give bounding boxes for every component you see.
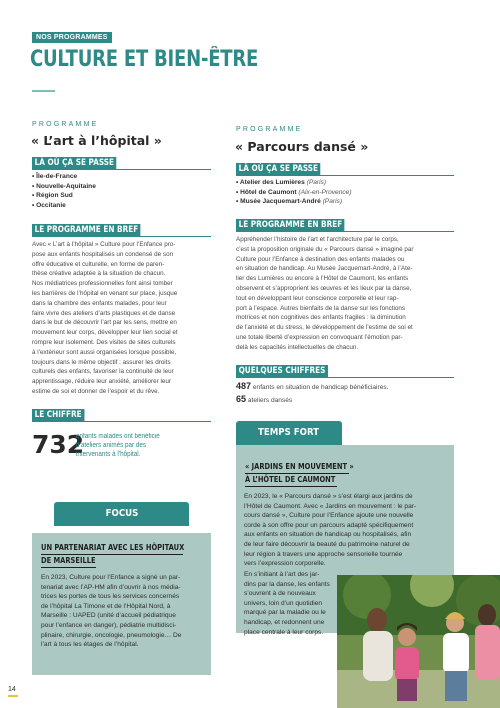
place-item: • Musée Jacquemart-André (Paris) bbox=[236, 198, 343, 206]
focus-heading-rule bbox=[41, 567, 96, 568]
right-brief-rule bbox=[236, 231, 454, 232]
page-title: CULTURE ET BIEN-ÊTRE bbox=[30, 47, 259, 72]
focus-label: FOCUS bbox=[54, 502, 189, 526]
focus-heading-rule bbox=[41, 554, 183, 555]
right-brief-tag: LE PROGRAMME EN BREF bbox=[236, 219, 345, 232]
temps-fort-heading: « JARDINS EN MOUVEMENT » À L’HÔTEL DE CAUMONT bbox=[245, 461, 354, 484]
right-figure-2: 65 ateliers dansés bbox=[236, 394, 293, 404]
page-number-mark bbox=[8, 695, 18, 697]
right-where-tag: LÀ OÙ ÇA SE PASSE bbox=[236, 163, 321, 176]
focus-heading: UN PARTENARIAT AVEC LES HÔPITAUX DE MARSEILLE bbox=[41, 542, 185, 565]
left-figure-tag: LE CHIFFRE bbox=[32, 409, 84, 422]
place-item: • Région Sud bbox=[32, 192, 73, 200]
temps-fort-label: TEMPS FORT bbox=[236, 421, 342, 445]
place-item: • Hôtel de Caumont (Aix-en-Provence) bbox=[236, 188, 352, 196]
left-where-rule bbox=[32, 169, 211, 170]
temps-fort-heading-rule bbox=[245, 486, 337, 487]
right-figures-rule bbox=[236, 377, 454, 378]
left-places-list bbox=[32, 172, 96, 210]
place-item: • Nouvelle-Aquitaine bbox=[32, 182, 96, 190]
temps-fort-heading-rule bbox=[245, 473, 349, 474]
place-item: • Occitanie bbox=[32, 201, 66, 209]
right-program-title: « Parcours dansé » bbox=[235, 139, 369, 154]
right-program-label: PROGRAMME bbox=[236, 126, 303, 133]
section-kicker: NOS PROGRAMMES bbox=[32, 32, 112, 43]
garden-dance-photo bbox=[337, 575, 500, 708]
left-brief-text: Avec « L’art à l’hôpital » Culture pour l’Enfance pro- pose aux enfants hospitalisés un condensé de son offre éducative et culturelle, en forme de paren- thèse créative adaptée à la situation de chacun. Nos médiatrices professionnelles font ainsi tomber les barrières de l’hôpital en venant sur place, jusque dans la chambre des enfants malades, pour leur faire vivre des ateliers d’arts plastiques et de danse dans le but de découvrir l’art par les sens, mettre en mouvement leur corps, développer leur lien social et rompre leur isolement. Des visites de sites culturels à l’extérieur sont aussi organisées lorsque possible, toujours dans le même objectif : assurer les droits culturels des enfants, favoriser la continuité de leur apprentissage, réduire leur anxiété, améliorer leur estime de soi et donner de l’espoir et du rêve. bbox=[32, 241, 178, 395]
focus-body: En 2023, Culture pour l’Enfance a signé un par- tenariat avec l’AP-HM afin d’ouvrir à nos média- trices les portes de tous les services concernés de l’hôpital La Timone et de l’Hôpital Nord, à Marseille : UAPED (unité d’accueil pédiatrique pour l’enfance en danger), pédiatrie multidisci- plinaire, chirurgie, oncologie, pneumologie… De l’art à tous les étages de l’hôpital. bbox=[41, 574, 182, 649]
left-program-title: « L’art à l’hôpital » bbox=[31, 133, 162, 148]
left-where-tag: LÀ OÙ ÇA SE PASSE bbox=[32, 157, 117, 170]
right-figures-tag: QUELQUES CHIFFRES bbox=[236, 365, 328, 378]
temps-fort-body-narrow: En s’initiant à l’art des jar- dins par la danse, les enfants s’ouvrent à de nouveaux univers, loin d’un quotidien marqué par la maladie ou le handicap, et redonnent une place centrale à leur corps. bbox=[244, 571, 330, 636]
page-number: 14 bbox=[8, 686, 16, 693]
left-brief-rule bbox=[32, 236, 211, 237]
left-figure-caption: enfants malades ont bénéficié d’ateliers animés par des intervenants à l’hôpital. bbox=[76, 433, 160, 458]
left-figure-value: 732 bbox=[32, 430, 85, 459]
right-where-rule bbox=[236, 175, 454, 176]
title-underline bbox=[32, 90, 55, 92]
place-item: • Île-de-France bbox=[32, 173, 78, 180]
temps-fort-body: En 2023, le « Parcours dansé » s’est élargi aux jardins de l’Hôtel de Caumont. Avec « Jardins en mouvement : le par- cours dansé », Culture pour l’Enfance ajoute une nouvelle corde à son offre pour un parcours adapté spécifiquement aux enfants en situation de handicap ou hospitalisés, afin de leur faire découvrir la beauté du patrimoine naturel de leur région à travers une approche sensorielle tournée vers l’expression corporelle. bbox=[244, 493, 417, 568]
left-program-label: PROGRAMME bbox=[32, 121, 99, 128]
place-item: • Atelier des Lumières (Paris) bbox=[236, 179, 327, 186]
right-brief-text: Appréhender l’histoire de l’art et l’architecture par le corps, c’est la proposition originale du « Parcours dansé » imaginé par Culture pour l’Enfance à destination des enfants malades ou en situation de handicap. Au Musée Jacquemart-André, à l’Ate- lier des Lumières ou encore à l’Hôtel de Caumont, les enfants observent et s’approprient les œuvres et les lieux par la danse, tout en développant leur conscience corporelle et leur rap- port à l’espace. Autres bienfaits de la danse sur les fonctions motrices et non cognitives des enfants fragiles : la diminution de l’anxiété et du stress, le développement de l’estime de soi et une totale liberté d’expression en convoquant l’émotion par- delà les capacités intellectuelles de chacun. bbox=[236, 236, 414, 351]
right-places-list bbox=[236, 178, 352, 207]
left-brief-tag: LE PROGRAMME EN BREF bbox=[32, 224, 141, 237]
left-figure-rule bbox=[32, 421, 211, 422]
right-figure-1: 487 enfants en situation de handicap bénéficiaires. bbox=[236, 381, 389, 391]
